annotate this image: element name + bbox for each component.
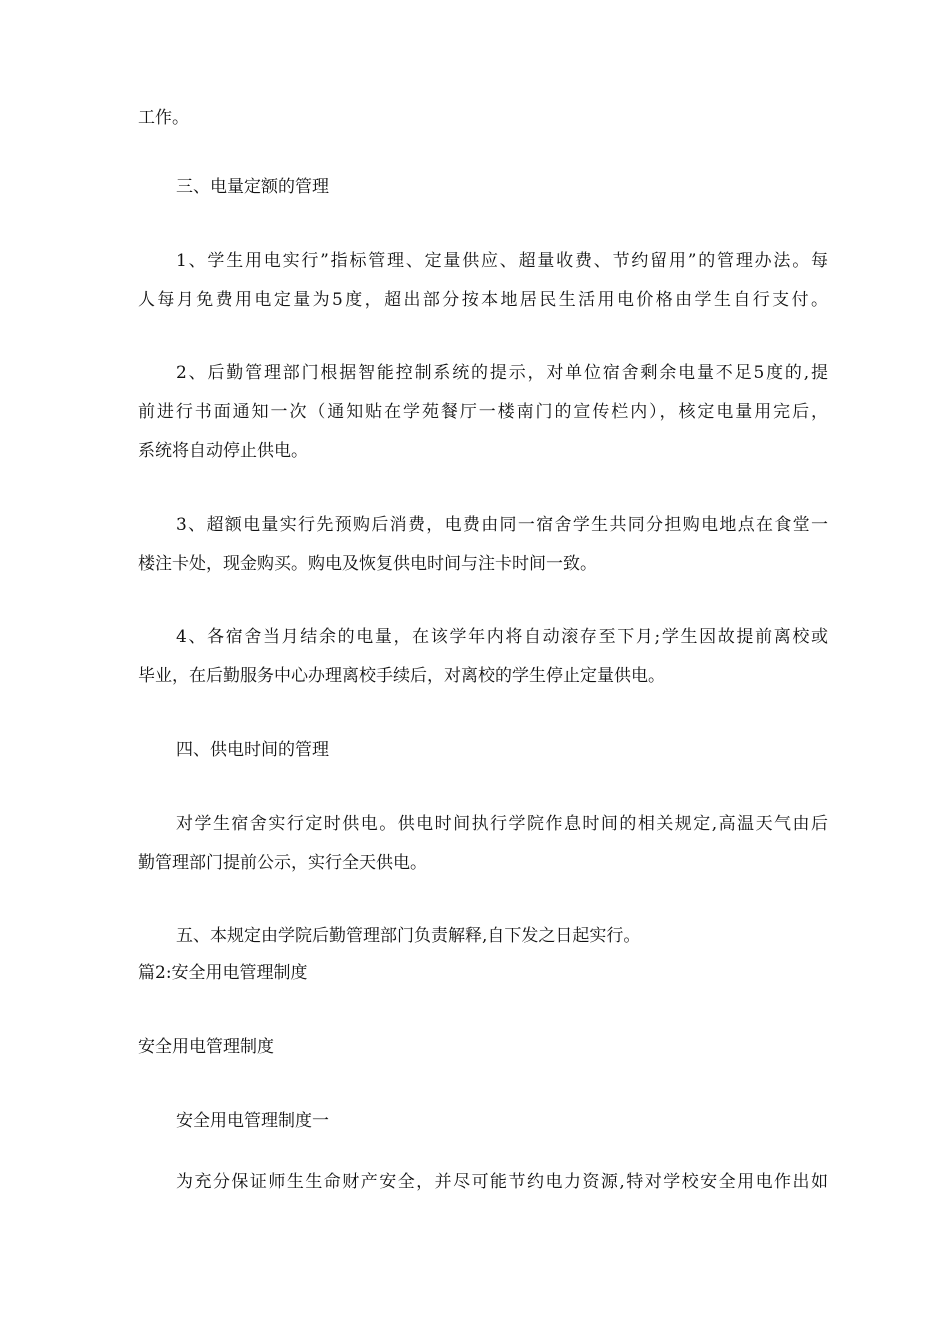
paragraph-line: 3、超额电量实行先预购后消费，电费由同一宿舍学生共同分担购电地点在食堂一	[176, 515, 828, 535]
section-heading-supply-time: 四、供电时间的管理	[176, 740, 329, 760]
text-line-continuation: 工作。	[138, 108, 189, 128]
paragraph-line: 对学生宿舍实行定时供电。供电时间执行学院作息时间的相关规定,高温天气由后	[176, 814, 828, 834]
section-heading-quota: 三、电量定额的管理	[176, 177, 329, 197]
paragraph-line: 毕业，在后勤服务中心办理离校手续后，对离校的学生停止定量供电。	[138, 666, 665, 686]
paragraph-line: 勤管理部门提前公示，实行全天供电。	[138, 853, 427, 873]
paragraph-line: 人每月免费用电定量为5度，超出部分按本地居民生活用电价格由学生自行支付。	[138, 290, 828, 310]
chapter-heading: 篇2:安全用电管理制度	[138, 963, 308, 983]
paragraph-line: 楼注卡处，现金购买。购电及恢复供电时间与注卡时间一致。	[138, 554, 597, 574]
paragraph-line: 2、后勤管理部门根据智能控制系统的提示，对单位宿舍剩余电量不足5度的,提	[176, 363, 828, 383]
paragraph-line: 1、学生用电实行”指标管理、定量供应、超量收费、节约留用”的管理办法。每	[176, 251, 828, 271]
paragraph-line: 前进行书面通知一次（通知贴在学苑餐厅一楼南门的宣传栏内），核定电量用完后，	[138, 402, 828, 422]
paragraph-line: 为充分保证师生生命财产安全，并尽可能节约电力资源,特对学校安全用电作出如	[176, 1172, 828, 1192]
document-title: 安全用电管理制度	[138, 1037, 274, 1057]
paragraph-line: 系统将自动停止供电。	[138, 441, 308, 461]
section-heading-interpretation: 五、本规定由学院后勤管理部门负责解释,自下发之日起实行。	[176, 926, 641, 946]
subsection-title: 安全用电管理制度一	[176, 1111, 329, 1131]
paragraph-line: 4、各宿舍当月结余的电量，在该学年内将自动滚存至下月;学生因故提前离校或	[176, 627, 828, 647]
